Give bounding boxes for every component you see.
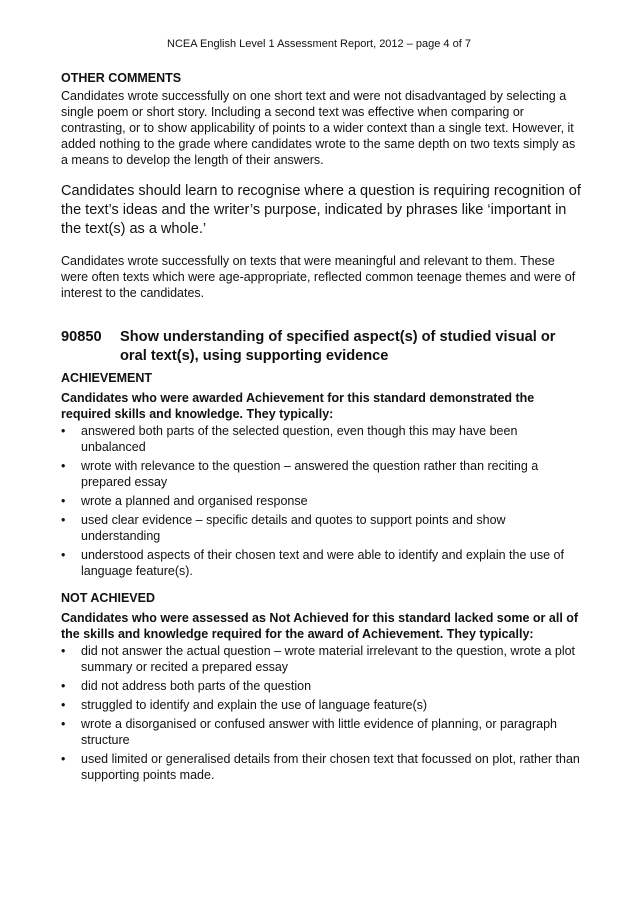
list-item — [61, 512, 581, 544]
achievement-intro: Candidates who were awarded Achievement for this standard demonstrated the required skills and knowledge. They typically: — [61, 391, 535, 421]
other-comments-heading: OTHER COMMENTS — [61, 71, 182, 85]
bullet-icon: • — [61, 717, 66, 731]
bullet-icon: • — [61, 752, 66, 766]
list-item — [61, 458, 581, 490]
not-achieved-list — [61, 643, 581, 783]
list-item — [61, 678, 581, 694]
list-item-text: wrote a disorganised or confused answer with little evidence of planning, or paragraph structure — [81, 717, 557, 747]
bullet-icon: • — [61, 424, 66, 438]
other-comments-paragraph-1: Candidates wrote successfully on one short text and were not disadvantaged by selecting a single poem or short story. Including a second text was effective when comparing or contrasting, or to show applicability of points to a wider context than a single text. However, it added nothing to the grade where candidates wrote to the same depth on two texts simply as a means to develop the length of their answers. — [61, 89, 576, 167]
list-item — [61, 697, 581, 713]
other-comments-paragraph-2: Candidates should learn to recognise where a question is requiring recognition of the text’s ideas and the writer’s purpose, indicated by phrases like ‘important in the text(s) as a whole.’ — [61, 183, 581, 237]
bullet-icon: • — [61, 494, 66, 508]
list-item-text: used clear evidence – specific details and quotes to support points and show understanding — [81, 513, 506, 543]
list-item-text: struggled to identify and explain the use of language feature(s) — [81, 698, 428, 712]
bullet-icon: • — [61, 513, 66, 527]
not-achieved-intro: Candidates who were assessed as Not Achieved for this standard lacked some or all of the skills and knowledge required for the award of Achievement. They typically: — [61, 611, 579, 641]
list-item-text: understood aspects of their chosen text and were able to identify and explain the use of language feature(s). — [81, 548, 564, 578]
page-content — [61, 70, 581, 783]
page-header: NCEA English Level 1 Assessment Report, 2012 – page 4 of 7 — [167, 38, 471, 50]
not-achieved-heading: NOT ACHIEVED — [61, 591, 155, 605]
achievement-list — [61, 423, 581, 579]
standard-title: Show understanding of specified aspect(s) of studied visual or oral text(s), using supporting evidence — [120, 329, 556, 364]
bullet-icon: • — [61, 459, 66, 473]
list-item — [61, 493, 581, 509]
list-item — [61, 643, 581, 675]
list-item-text: wrote with relevance to the question – answered the question rather than reciting a prepared essay — [81, 459, 539, 489]
list-item-text: did not answer the actual question – wrote material irrelevant to the question, wrote a plot summary or recited a prepared essay — [81, 644, 576, 674]
bullet-icon: • — [61, 679, 66, 693]
bullet-icon: • — [61, 698, 66, 712]
other-comments-paragraph-3: Candidates wrote successfully on texts that were meaningful and relevant to them. These were often texts which were age-appropriate, reflected common teenage themes and were of interest to the candidates. — [61, 254, 576, 300]
standard-heading — [61, 328, 581, 366]
list-item-text: answered both parts of the selected question, even though this may have been unbalanced — [81, 424, 518, 454]
achievement-heading: ACHIEVEMENT — [61, 371, 152, 385]
list-item — [61, 751, 581, 783]
bullet-icon: • — [61, 644, 66, 658]
list-item-text: used limited or generalised details from their chosen text that focussed on plot, rather than supporting points made. — [81, 752, 580, 782]
list-item — [61, 547, 581, 579]
list-item — [61, 423, 581, 455]
standard-number: 90850 — [61, 329, 102, 345]
bullet-icon: • — [61, 548, 66, 562]
list-item-text: wrote a planned and organised response — [81, 494, 308, 508]
list-item-text: did not address both parts of the question — [81, 679, 312, 693]
list-item — [61, 716, 581, 748]
